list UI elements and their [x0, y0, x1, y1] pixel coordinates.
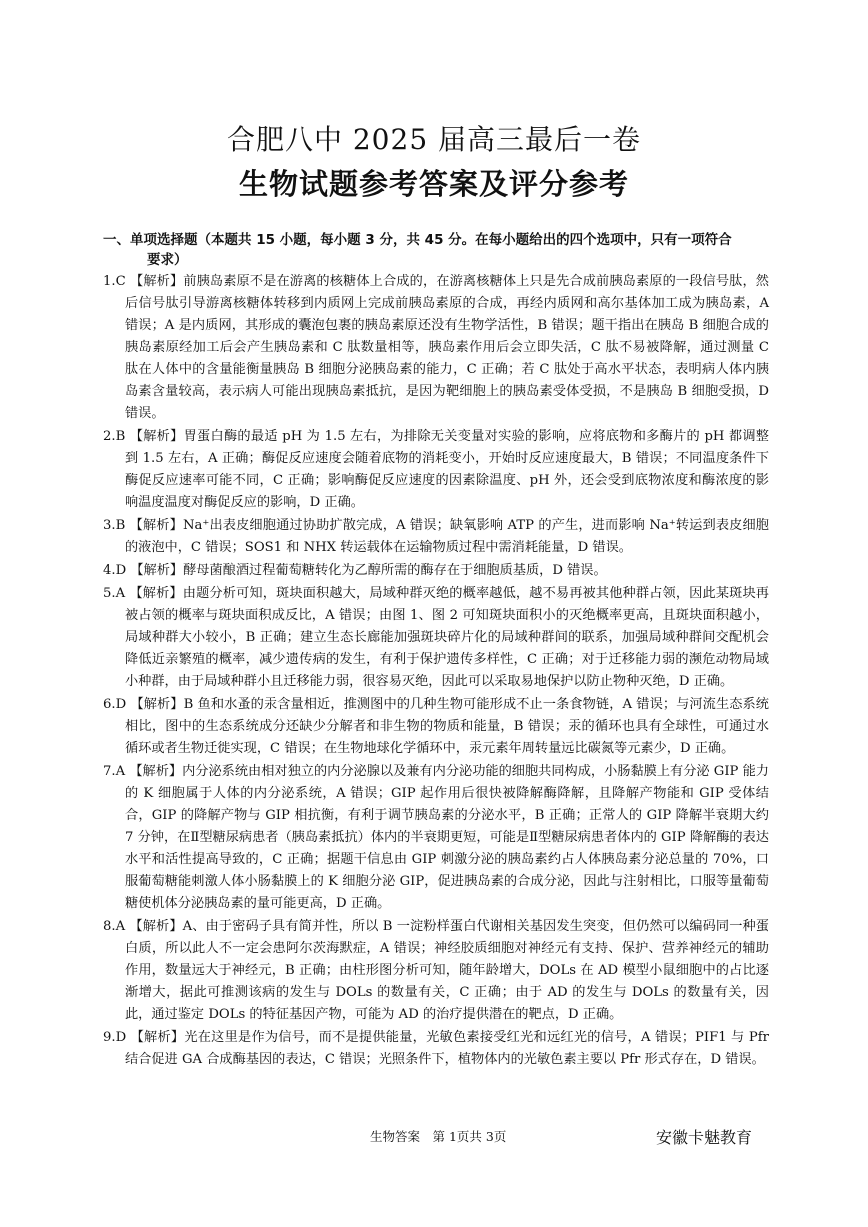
answer-text: 【解析】内分泌系统由相对独立的内分泌腺以及兼有内分泌功能的细胞共同构成，小肠黏膜上有分泌 GIP 能力的 K 细胞属于人体的内分泌系统，A 错误；GIP 起作用后很快被降解酶降解，且降解产物能和 GIP 受体结合，GIP 的降解产物与 GIP 相抗衡，有利于调节胰岛素的分泌水平，B 正确；正常人的 GIP 降解半衰期大约 7 分钟，在Ⅱ型糖尿病患者（胰岛素抵抗）体内的半衰期更短，可能是Ⅱ型糖尿病患者体内的 GIP 降解酶的表达水平和活性提高导致的，C 正确；据题干信息由 GIP 刺激分泌的胰岛素约占人体胰岛素分泌总量的 70%，口服葡萄糖能刺激人体小肠黏膜上的 K 细胞分泌 GIP，促进胰岛素的合成分泌，因此与注射相比，口服等量葡萄糖使机体分泌胰岛素的量可能更高，D 正确。: [125, 764, 769, 911]
answer-text: 【解析】光在这里是作为信号，而不是提供能量，光敏色素接受红光和远红光的信号，A 错误；PIF1 与 Pfr 结合促进 GA 合成酶基因的表达，C 错误；光照条件下，植物体内的光敏色素主要以 Pfr 形式存在，D 错误。: [125, 1030, 769, 1067]
answer-text: 【解析】A、由于密码子具有简并性，所以 B 一淀粉样蛋白代谢相关基因发生突变，但仍然可以编码同一种蛋白质，所以此人不一定会患阿尔茨海默症，A 错误；神经胶质细胞对神经元有支持、保护、营养神经元的辅助作用，数量远大于神经元，B 正确；由柱形图分析可知，随年龄增大，DOLs 在 AD 模型小鼠细胞中的占比逐渐增大，据此可推测该病的发生与 DOLs 的数量有关，C 正确；由于 AD 的发生与 DOLs 的数量有关，因此，通过鉴定 DOLs 的特征基因产物，可能为 AD 的治疗提供潜在的靶点，D 正确。: [125, 919, 769, 1022]
answer-item: [103, 761, 769, 915]
answer-item: [103, 515, 769, 559]
answer-text: 【解析】酵母菌酿酒过程葡萄糖转化为乙醇所需的酶存在于细胞质基质，D 错误。: [130, 563, 607, 578]
answer-number: 5.A: [103, 586, 126, 601]
document-title: 合肥八中 2025 届高三最后一卷: [226, 123, 642, 156]
answer-text: 【解析】Na⁺出表皮细胞通过协助扩散完成，A 错误；缺氧影响 ATP 的产生，进而影响 Na⁺转运到表皮细胞的液泡中，C 错误；SOS1 和 NHX 转运载体在运输物质过程中需消耗能量，D 错误。: [125, 518, 769, 555]
answer-list: [103, 271, 769, 1072]
answer-item: [103, 916, 769, 1026]
answer-text: 【解析】前胰岛素原不是在游离的核糖体上合成的，在游离核糖体上只是先合成前胰岛素原的一段信号肽，然后信号肽引导游离核糖体转移到内质网上完成前胰岛素原的合成，再经内质网和高尔基体加工成为胰岛素，A 错误；A 是内质网，其形成的囊泡包裹的胰岛素原还没有生物学活性，B 错误；题干指出在胰岛 B 细胞合成的胰岛素原经加工后会产生胰岛素和 C 肽数量相等，胰岛素作用后会立即失活，C 肽不易被降解，通过测量 C 肽在人体中的含量能衡量胰岛 B 细胞分泌胰岛素的能力，C 正确；若 C 肽处于高水平状态，表明病人体内胰岛素含量较高，表示病人可能出现胰岛素抵抗，是因为靶细胞上的胰岛素受体受损，不是胰岛 B 细胞受损，D 错误。: [125, 274, 769, 421]
answer-item: [103, 694, 769, 760]
answer-item: [103, 271, 769, 425]
answer-text: 【解析】由题分析可知，斑块面积越大，局域种群灭绝的概率越低，越不易再被其他种群占领，因此某斑块再被占领的概率与斑块面积成反比，A 错误；由图 1、图 2 可知斑块面积小的灭绝概率更高，且斑块面积越小，局域种群大小较小，B 正确；建立生态长廊能加强斑块碎片化的局域种群间的联系，加强局域种群间交配机会降低近亲繁殖的概率，减少遗传病的发生，有利于保护遗传多样性，C 正确；对于迁移能力弱的濒危动物局域小种群，由于局域种群小且迁移能力弱，很容易灭绝，因此可以采取易地保护以防止物种灭绝，D 正确。: [125, 586, 769, 689]
answer-number: 4.D: [103, 563, 127, 578]
page-number: 生物答案 第 1页共 3页: [370, 1129, 507, 1144]
answer-text: 【解析】B 鱼和水蚤的汞含量相近，推测图中的几种生物可能形成不止一条食物链，A 错误；与河流生态系统相比，图中的生态系统成分还缺少分解者和非生物的物质和能量，B 错误；汞的循环也具有全球性，可通过水循环或者生物迁徙实现，C 错误；在生物地球化学循环中，汞元素年周转量远比碳氮等元素少，D 正确。: [125, 697, 769, 756]
answer-number: 9.D: [103, 1030, 127, 1045]
answer-item: [103, 1027, 769, 1071]
answer-number: 6.D: [103, 697, 127, 712]
brand-name: 安徽卡魅教育: [656, 1128, 753, 1147]
answer-number: 2.B: [103, 429, 126, 444]
answer-number: 1.C: [103, 274, 126, 289]
answer-number: 7.A: [103, 764, 126, 779]
section-heading: [103, 230, 769, 270]
answer-item: [103, 583, 769, 693]
answer-item: [103, 560, 769, 582]
section-heading-line1: 一、单项选择题（本题共 15 小题，每小题 3 分，共 45 分。在每小题给出的四个选项中，只有一项符合: [103, 232, 732, 248]
answer-text: 【解析】胃蛋白酶的最适 pH 为 1.5 左右，为排除无关变量对实验的影响，应将底物和多酶片的 pH 都调整到 1.5 左右，A 正确；酶促反应速度会随着底物的消耗变小，开始时反应速度最大，B 错误；不同温度条件下酶促反应速率可能不同，C 正确；影响酶促反应速度的因素除温度、pH 外，还会受到底物浓度和酶浓度的影响温度温度对酶促反应的影响，D 正确。: [125, 429, 769, 510]
answer-item: [103, 426, 769, 514]
document-subtitle: 生物试题参考答案及评分参考: [238, 167, 629, 201]
answer-number: 8.A: [103, 919, 126, 934]
answer-number: 3.B: [103, 518, 126, 533]
section-heading-line2: 要求）: [147, 252, 188, 268]
